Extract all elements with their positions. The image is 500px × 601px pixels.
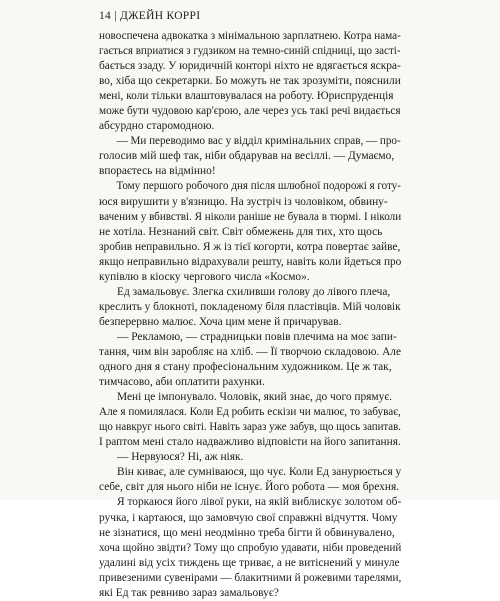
text-line: голосив мій шеф так, ніби обдарував на весіллі. — Думаємо,	[99, 150, 395, 163]
running-head: 14 | ДЖЕЙН КОРРІ	[99, 10, 201, 22]
text-line: Мені це імпонувало. Чоловік, який знає, до чого прямує.	[117, 391, 393, 404]
text-line: ручка, і картаюся, що замовчую свої справжні відчуття. Чому	[99, 511, 398, 524]
text-line: тання, чим він заробляє на хліб. — Її творчою складовою. Але	[99, 345, 402, 358]
text-line: які Ед так ревниво зараз замальовує?	[99, 586, 279, 599]
text-line: не зізнатися, що мені неодмінно треба бігти й обвинувалено,	[99, 526, 395, 539]
text-line: гається вприатися з гудзиком на темно-синій спідниці, що засті-	[99, 45, 401, 58]
text-line: Ед замальовує. Злегка схиливши голову до лівого плеча,	[117, 285, 391, 298]
text-line: І раптом мені стало надважливо відповісти на його запитання.	[99, 436, 401, 449]
text-line: одного дня я стану професіональним художником. Це ж так,	[99, 361, 392, 374]
text-line: хоча щойно звідти? Тому що спробую удавати, ніби проведений	[99, 541, 402, 554]
text-line: себе, світ для нього ніби не існує. Його робота — моя брехня.	[99, 481, 400, 494]
text-line: може бути чудовою кар'єрою, але через усь такі речі видається	[99, 105, 401, 118]
text-line: зробив неправильно. Я ж із тієї когорти, котра повертає зайве,	[99, 240, 401, 253]
text-line: Тому першого робочого дня після шлюбної подорожі я готу-	[116, 180, 401, 193]
text-line: привезеними сувенірами — блакитними й рожевими тарелями,	[99, 571, 402, 584]
text-line: купівлю в кіоску чергового числа «Космо».	[99, 270, 310, 283]
text-line: Він киває, але сумніваюся, що чує. Коли Ед занурюється у	[117, 466, 402, 479]
text-line: креслить у блокноті, покладеному біля пластівців. Мій чоловік	[99, 300, 401, 313]
text-line: юся вирушити у в'язницю. На зустріч із чоловіком, обвину-	[99, 195, 388, 208]
text-line: безперервно малює. Хоча цим мене й причарував.	[99, 315, 342, 328]
text-line: тимчасово, аби оплатити рахунки.	[99, 376, 265, 389]
text-line: якщо неправильно відрахували решту, навіть коли йдеться про	[99, 255, 402, 268]
text-line: ваченим у вбивстві. Я ніколи раніше не бувала в тюрмі. І ніколи	[99, 210, 402, 223]
text-line: не хотіла. Незнаний світ. Світ обмежень для тих, хто щось	[99, 225, 383, 238]
text-line: во, хіба що секретарки. Бо можуть не так зрозуміти, пояснили	[99, 75, 401, 88]
text-line: впораєтесь на відмінно!	[99, 165, 216, 178]
text-line: що навкруг нього світі. Навіть зараз уже забув, що щось запитав.	[99, 421, 402, 434]
text-line: — Нервуюся? Ні, аж ніяк.	[117, 451, 244, 464]
text-line: удалині від усіх тиждень ще триває, а не витіснений у минуле	[99, 556, 400, 569]
text-line: бається ззаду. У юридичній конторі ніхто не вдягається яскра-	[99, 60, 401, 73]
text-line: Але я помилялася. Коли Ед робить ескізи чи малює, то забуває,	[99, 406, 401, 419]
text-line: новоспечена адвокатка з мінімальною зарплатнею. Котра нама-	[99, 30, 401, 42]
body-text	[99, 29, 401, 601]
text-line: абсурдно старомодною.	[99, 120, 215, 133]
text-line: мені, коли тільки влаштовувалася на роботу. Юриспруденція	[99, 90, 394, 103]
text-line: — Ми переводимо вас у відділ кримінальних справ, — про-	[116, 135, 401, 148]
text-line: Я торкаюся його лівої руки, на якій виблискує золотом об-	[117, 496, 402, 509]
text-line: — Рекламою, — страдницьки повів плечима на моє запи-	[117, 330, 397, 343]
